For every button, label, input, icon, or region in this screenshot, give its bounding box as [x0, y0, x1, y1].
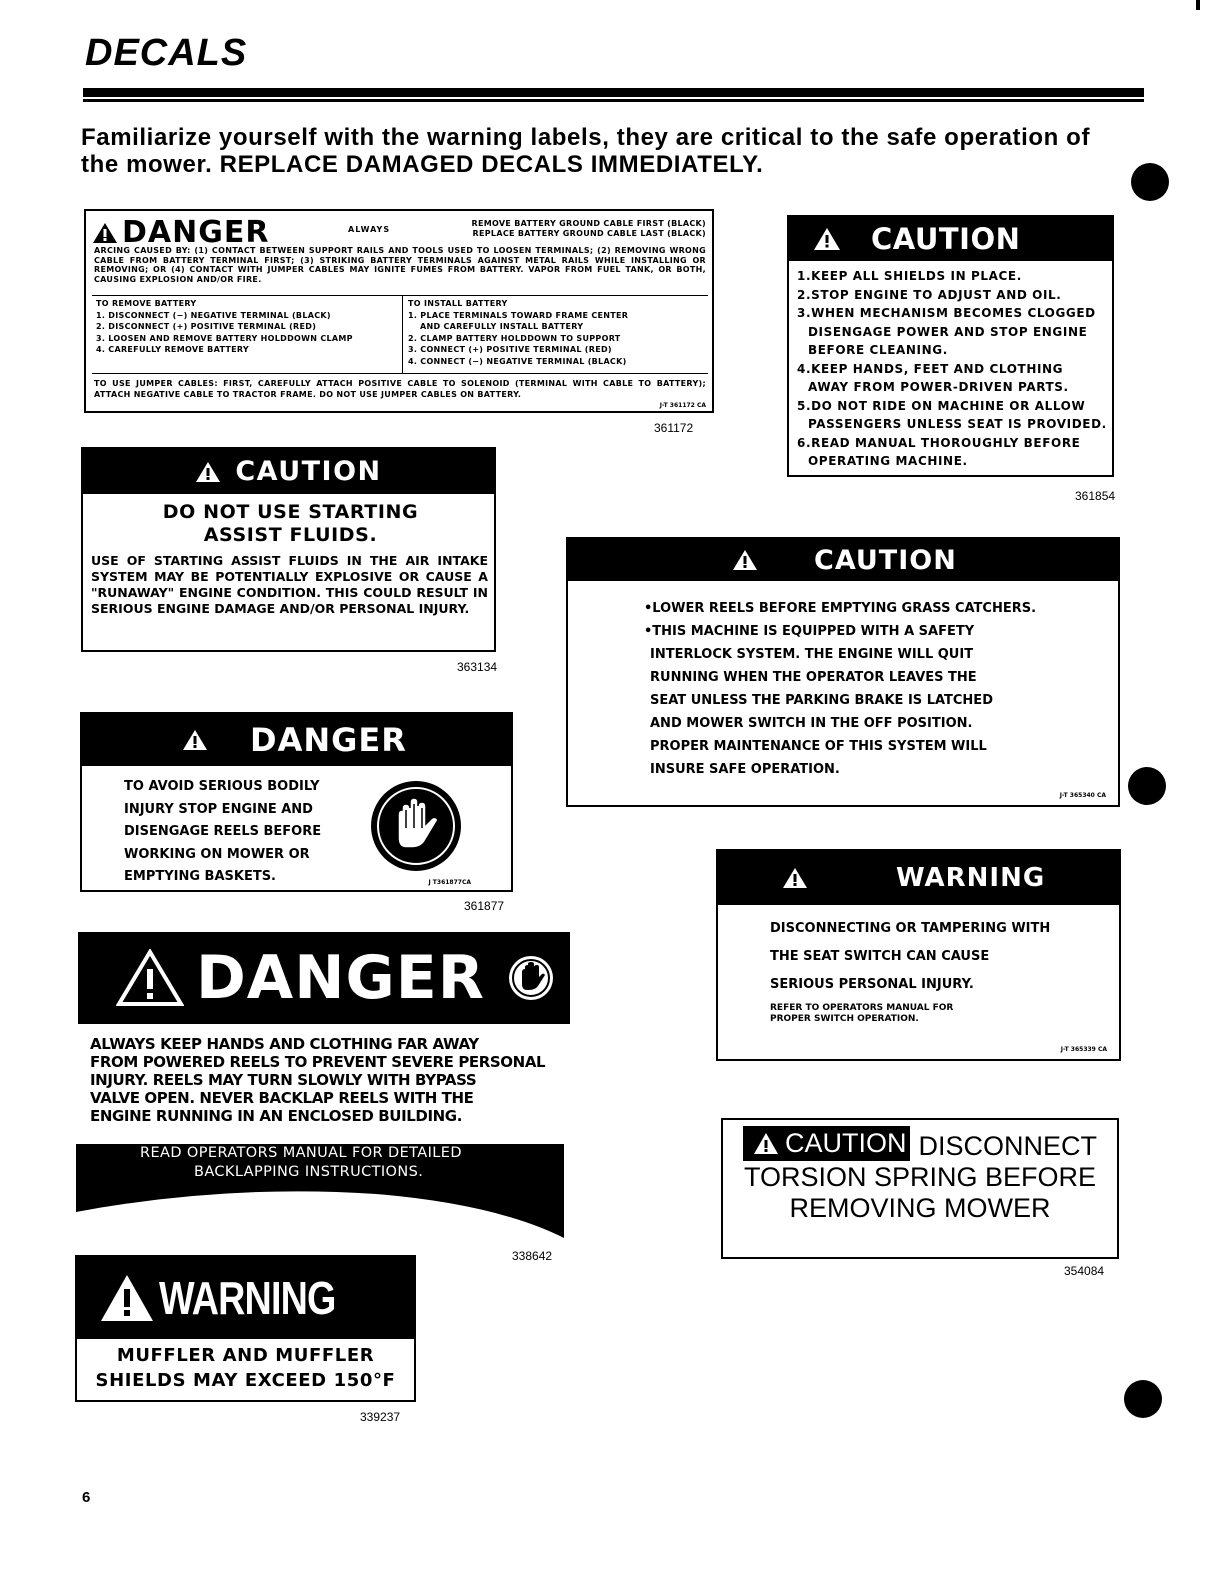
- table-rule-bottom: [92, 373, 708, 374]
- part-number-361877: 361877: [464, 899, 505, 913]
- caution-heading: CAUTION: [871, 222, 1021, 256]
- danger-heading: DANGER: [250, 721, 407, 759]
- list-item: 1.KEEP ALL SHIELDS IN PLACE.: [797, 269, 1022, 283]
- always-label: ALWAYS: [348, 225, 391, 234]
- list-item: BEFORE CLEANING.: [808, 343, 948, 357]
- warning-triangle-icon: [195, 461, 221, 483]
- danger-heading-row: [92, 215, 269, 250]
- title-rule: [83, 88, 1144, 97]
- install-battery-steps: TO INSTALL BATTERY 1. PLACE TERMINALS TOWARD FRAME CENTER AND CAREFULLY INSTALL BATTERY 2. CLAMP BATTERY HOLDDOWN TO SUPPORT 3. CONNECT (+) POSITIVE TERMINAL (RED) 4. CONNECT (−) NEGATIVE TERMINAL (BLACK): [408, 299, 629, 366]
- list-item: 2.STOP ENGINE TO ADJUST AND OIL.: [797, 287, 1062, 302]
- warning-triangle-icon: [116, 949, 184, 1007]
- part-number-339237: 339237: [360, 1410, 401, 1424]
- warning-triangle-icon: [753, 1132, 779, 1155]
- binder-hole-bottom: [1124, 1380, 1162, 1418]
- jumper-cable-text: TO USE JUMPER CABLES: FIRST, CAREFULLY ATTACH POSITIVE CABLE TO SOLENOID (TERMINAL WITH CABLE TO BATTERY); ATTACH NEGATIVE CABLE TO TRACTOR FRAME. DO NOT USE JUMPER CABLES ON BATTERY.: [94, 379, 706, 399]
- list-item: OPERATING MACHINE.: [808, 454, 968, 468]
- decal-code: J-T 365340 CA: [1059, 792, 1106, 799]
- intro-text: Familiarize yourself with the warning labels, they are critical to the safe operation of the mower. REPLACE DAMAGED DECALS IMMEDIATELY.: [81, 124, 1091, 178]
- warning-header-bar: [718, 851, 1119, 905]
- caution-heading: CAUTION: [784, 1128, 907, 1158]
- part-number-361854: 361854: [1075, 489, 1116, 503]
- warning-text: DISCONNECTING OR TAMPERING WITH THE SEAT SWITCH CAN CAUSE SERIOUS PERSONAL INJURY.: [770, 921, 1051, 992]
- decal-361877: [80, 712, 513, 892]
- table-rule-top: [92, 295, 708, 296]
- danger-text: TO AVOID SERIOUS BODILY INJURY STOP ENGINE AND DISENGAGE REELS BEFORE WORKING ON MOWER OR EMPTYING BASKETS.: [124, 779, 322, 884]
- warning-header-bar: [77, 1257, 414, 1339]
- caution-heading-badge: [743, 1126, 911, 1161]
- warning-triangle-icon: [732, 549, 758, 571]
- part-number-354084: 354084: [1064, 1264, 1105, 1278]
- decal-365339: [716, 849, 1121, 1061]
- list-item: PASSENGERS UNLESS SEAT IS PROVIDED.: [808, 417, 1107, 431]
- decal-361854: [787, 215, 1114, 477]
- warning-triangle-icon: [99, 1273, 155, 1323]
- list-item: 4.KEEP HANDS, FEET AND CLOTHING: [797, 361, 1064, 376]
- part-number-363134: 363134: [457, 660, 498, 674]
- list-item: 6.READ MANUAL THOROUGHLY BEFORE: [797, 435, 1081, 450]
- warning-triangle-icon: [813, 227, 841, 251]
- decal-361172: [84, 209, 714, 413]
- binder-hole-top: [1131, 163, 1169, 201]
- caution-subheading: DO NOT USE STARTING ASSIST FLUIDS.: [162, 501, 419, 546]
- decal-365340: [566, 537, 1120, 807]
- caution-heading-row: CAUTION DISCONNECT TORSION SPRING BEFORE REMOVING MOWER: [743, 1128, 1097, 1223]
- decal-code: J T361877CA: [428, 879, 471, 886]
- caution-header-bar: [568, 539, 1118, 581]
- warning-heading: WARNING: [159, 1272, 336, 1324]
- remove-battery-steps: TO REMOVE BATTERY 1. DISCONNECT (−) NEGATIVE TERMINAL (BLACK) 2. DISCONNECT (+) POSITIVE TERMINAL (RED) 3. LOOSEN AND REMOVE BATTERY HOLDDOWN CLAMP 4. CAREFULLY REMOVE BATTERY: [96, 299, 353, 354]
- muffler-text: MUFFLER AND MUFFLER SHIELDS MAY EXCEED 150°F: [95, 1345, 396, 1391]
- caution-header-bar: [789, 217, 1112, 261]
- page-edge-mark: [1196, 0, 1200, 10]
- page-number: 6: [82, 1489, 91, 1506]
- caution-body-text: USE OF STARTING ASSIST FLUIDS IN THE AIR INTAKE SYSTEM MAY BE POTENTIALLY EXPLOSIVE OR CAUSE A "RUNAWAY" ENGINE CONDITION. THIS COULD RESULT IN SERIOUS ENGINE DAMAGE AND/OR PERSONAL INJURY.: [91, 553, 488, 616]
- page-title: DECALS: [85, 32, 248, 74]
- backlap-banner-text: READ OPERATORS MANUAL FOR DETAILED BACKLAPPING INSTRUCTIONS.: [140, 1145, 462, 1180]
- warning-triangle-icon: [92, 222, 118, 244]
- warning-triangle-icon: [182, 729, 208, 751]
- decal-363134: [81, 447, 496, 652]
- decal-354084: [721, 1118, 1119, 1259]
- decal-code: J-T 361172 CA: [659, 402, 706, 409]
- interlock-text: •LOWER REELS BEFORE EMPTYING GRASS CATCHERS. •THIS MACHINE IS EQUIPPED WITH A SAFETY INTERLOCK SYSTEM. THE ENGINE WILL QUIT RUNNING WHEN THE OPERATOR LEAVES THE SEAT UNLESS THE PARKING BRAKE IS LATCHED AND MOWER SWITCH IN THE OFF POSITION. PROPER MAINTENANCE OF THIS SYSTEM WILL INSURE SAFE OPERATION.: [644, 601, 1037, 777]
- danger-header-bar: [78, 932, 570, 1024]
- part-number-361172: 361172: [654, 421, 694, 435]
- part-number-338642: 338642: [512, 1249, 553, 1263]
- hand-in-reel-icon: [507, 954, 555, 1002]
- decal-338642: [78, 932, 570, 1252]
- binder-hole-middle: [1128, 767, 1166, 805]
- warning-heading: WARNING: [896, 863, 1046, 893]
- list-item: DISENGAGE POWER AND STOP ENGINE: [808, 324, 1088, 339]
- caution-header-bar: [83, 449, 494, 494]
- warning-small-text: REFER TO OPERATORS MANUAL FOR PROPER SWITCH OPERATION.: [770, 1003, 954, 1024]
- warning-triangle-icon: [782, 867, 808, 889]
- danger-header-bar: [82, 714, 511, 766]
- list-item: 5.DO NOT RIDE ON MACHINE OR ALLOW: [797, 398, 1086, 413]
- decal-339237: [75, 1255, 416, 1402]
- decal-code: J-T 365339 CA: [1060, 1046, 1107, 1053]
- caution-text-first: DISCONNECT: [918, 1131, 1097, 1161]
- danger-heading: DANGER: [196, 943, 485, 1013]
- caution-list: [797, 267, 1112, 471]
- always-lines: REMOVE BATTERY GROUND CABLE FIRST (BLACK) REPLACE BATTERY GROUND CABLE LAST (BLACK): [471, 219, 706, 238]
- danger-heading: DANGER: [122, 215, 270, 250]
- hand-in-reel-icon: [368, 778, 464, 874]
- backlap-body-text: ALWAYS KEEP HANDS AND CLOTHING FAR AWAY FROM POWERED REELS TO PREVENT SEVERE PERSONAL INJURY. REELS MAY TURN SLOWLY WITH BYPASS VALVE OPEN. NEVER BACKLAP REELS WITH THE ENGINE RUNNING IN AN ENCLOSED BUILDING.: [90, 1035, 546, 1125]
- title-rule-thin: [83, 99, 1144, 102]
- caution-heading: CAUTION: [235, 456, 382, 487]
- caution-heading: CAUTION: [814, 544, 957, 576]
- table-rule-mid: [402, 295, 403, 373]
- list-item: AWAY FROM POWER-DRIVEN PARTS.: [808, 380, 1069, 394]
- danger-body-text: ARCING CAUSED BY: (1) CONTACT BETWEEN SUPPORT RAILS AND TOOLS USED TO LOOSEN TERMINALS; (2) REMOVING WRONG CABLE FROM BATTERY TERMINAL FIRST; (3) STRIKING BATTERY TERMINALS AGAINST METAL RAILS WHILE INSTALLING OR REMOVING; OR (4) CONTACT WITH JUMPER CABLES MAY IGNITE FUMES FROM BATTERY. VAPOR FROM FUEL TANK, OR BOTH, CAUSING EXPLOSION AND/OR FIRE.: [94, 246, 706, 284]
- list-item: 3.WHEN MECHANISM BECOMES CLOGGED: [797, 306, 1096, 320]
